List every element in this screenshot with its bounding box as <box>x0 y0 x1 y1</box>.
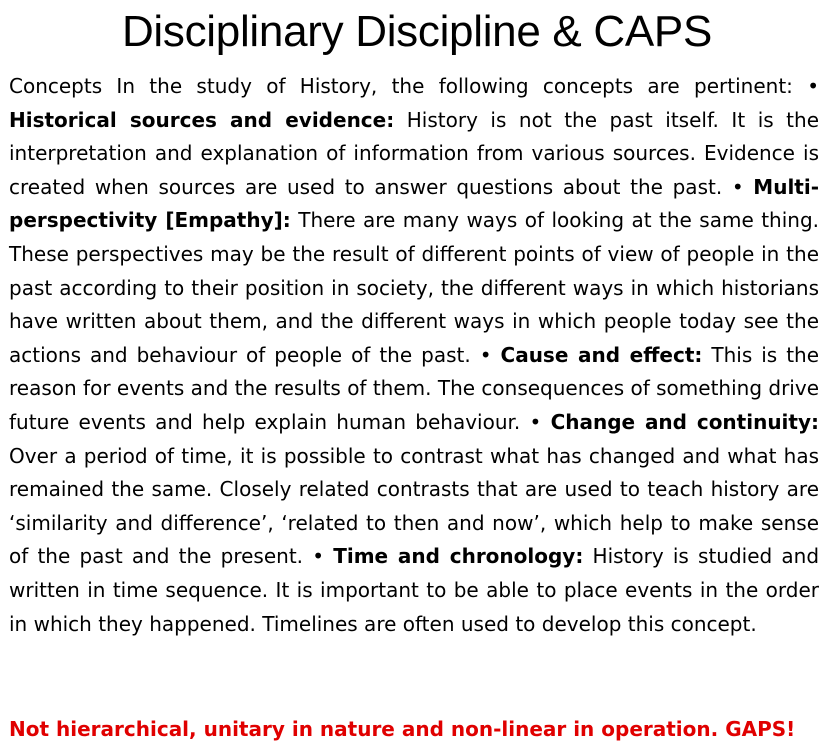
concept-bullet: • <box>529 409 551 434</box>
concept-term-sources: Historical sources and evidence: <box>9 107 395 132</box>
concept-desc-change-continuity: Over a period of time, it is possible to contrast what has changed and what has remained the same. Closely related contrasts that are used to teach history are ‘similarity and difference’, ‘related to then and now’, which help to make sense of the past and the present. <box>9 443 819 569</box>
concept-term-multi-perspectivity: Multi-perspectivity [Empathy]: <box>9 174 820 233</box>
concept-bullet: • <box>807 74 819 98</box>
concept-term-change-continuity: Change and continuity: <box>550 409 820 434</box>
concept-term-cause-effect: Cause and effect: <box>500 342 703 367</box>
concept-bullet: • <box>731 174 754 199</box>
intro-text: Concepts In the study of History, the following concepts are pertinent: <box>9 74 808 98</box>
concept-desc-time-chronology: History is studied and written in time sequence. It is important to be able to place events in the order in which they happened. Timelines are often used to develop this concept. <box>9 544 820 636</box>
concept-bullet: • <box>479 342 501 367</box>
concepts-paragraph <box>9 70 819 641</box>
concept-desc-multi-perspectivity: There are many ways of looking at the same thing. These perspectives may be the result of different points of view of people in the past according to their position in society, the different ways in which historians have written about them, and the different ways in which people today see the actions and behaviour of people of the past. <box>9 208 820 367</box>
concept-term-time-chronology: Time and chronology: <box>333 544 584 569</box>
footer-note: Not hierarchical, unitary in nature and non-linear in operation. GAPS! <box>9 717 796 741</box>
concept-bullet: • <box>312 544 334 569</box>
slide-title: Disciplinary Discipline & CAPS <box>121 7 713 56</box>
concept-desc-cause-effect: This is the reason for events and the results of them. The consequences of something drive future events and help explain human behaviour. <box>9 342 820 434</box>
concept-desc-sources: History is not the past itself. It is the interpretation and explanation of information from various sources. Evidence is created when sources are used to answer questions about the past. <box>9 107 820 199</box>
